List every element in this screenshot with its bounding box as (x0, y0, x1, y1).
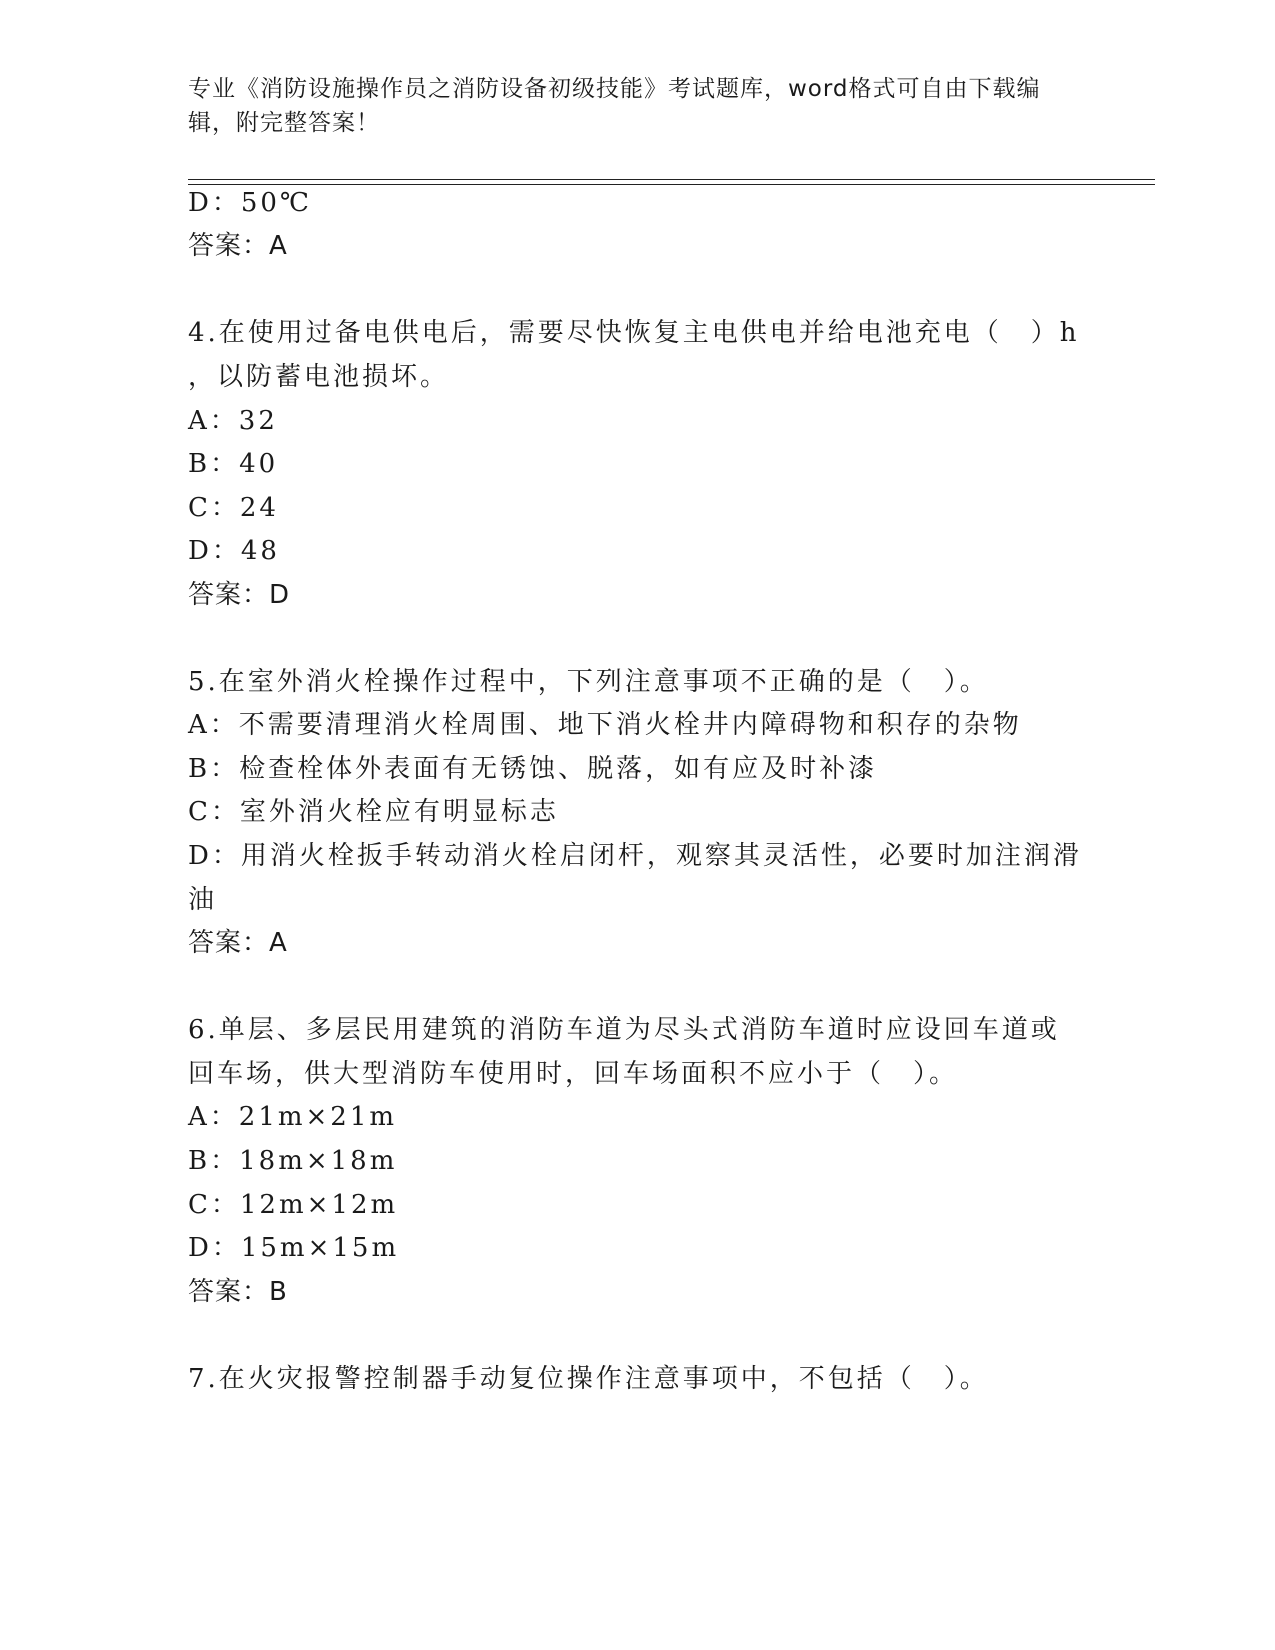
q4-option-d: D：48 (188, 536, 280, 566)
header-divider-bottom (188, 184, 1155, 185)
q6-option-d: D：15m×15m (188, 1233, 400, 1263)
q6-option-a: A：21m×21m (188, 1102, 398, 1132)
q4-answer: 答案：D (188, 580, 291, 610)
q6-option-c: C：12m×12m (188, 1190, 399, 1220)
q4-option-a: A：32 (188, 406, 278, 436)
header-line-2: 辑，附完整答案！ (188, 110, 380, 136)
q6-stem-line-2: 回车场，供大型消防车使用时，回车场面积不应小于（ ）。 (188, 1059, 959, 1089)
prev-option-d: D：50℃ (188, 188, 313, 218)
q4-option-c: C：24 (188, 493, 279, 523)
q6-option-b: B：18m×18m (188, 1146, 398, 1176)
q5-stem-line-1: 5.在室外消火栓操作过程中，下列注意事项不正确的是（ ）。 (188, 667, 989, 697)
q7-stem-line-1: 7.在火灾报警控制器手动复位操作注意事项中，不包括（ ）。 (188, 1364, 989, 1394)
q5-answer: 答案：A (188, 928, 288, 958)
q6-answer: 答案：B (188, 1277, 288, 1307)
q4-option-b: B：40 (188, 449, 279, 479)
header-divider-top (188, 179, 1155, 180)
document-header (188, 72, 1068, 140)
header-line-1: 专业《消防设施操作员之消防设备初级技能》考试题库，word格式可自由下载编 (188, 76, 1041, 102)
q6-stem-line-1: 6.单层、多层民用建筑的消防车道为尽头式消防车道时应设回车道或 (188, 1015, 1060, 1045)
q5-option-d: D：用消火栓扳手转动消火栓启闭杆，观察其灵活性，必要时加注润滑 (188, 841, 1082, 871)
prev-answer: 答案：A (188, 231, 288, 261)
q5-option-b: B：检查栓体外表面有无锈蚀、脱落，如有应及时补漆 (188, 754, 878, 784)
q5-option-c: C：室外消火栓应有明显标志 (188, 797, 559, 827)
q5-option-d-continued: 油 (188, 885, 218, 915)
q4-stem-line-1: 4.在使用过备电供电后，需要尽快恢复主电供电并给电池充电（ ）h (188, 318, 1080, 348)
q5-option-a: A：不需要清理消火栓周围、地下消火栓井内障碍物和积存的杂物 (188, 710, 1022, 740)
q4-stem-line-2: ，以防蓄电池损坏。 (188, 362, 450, 392)
